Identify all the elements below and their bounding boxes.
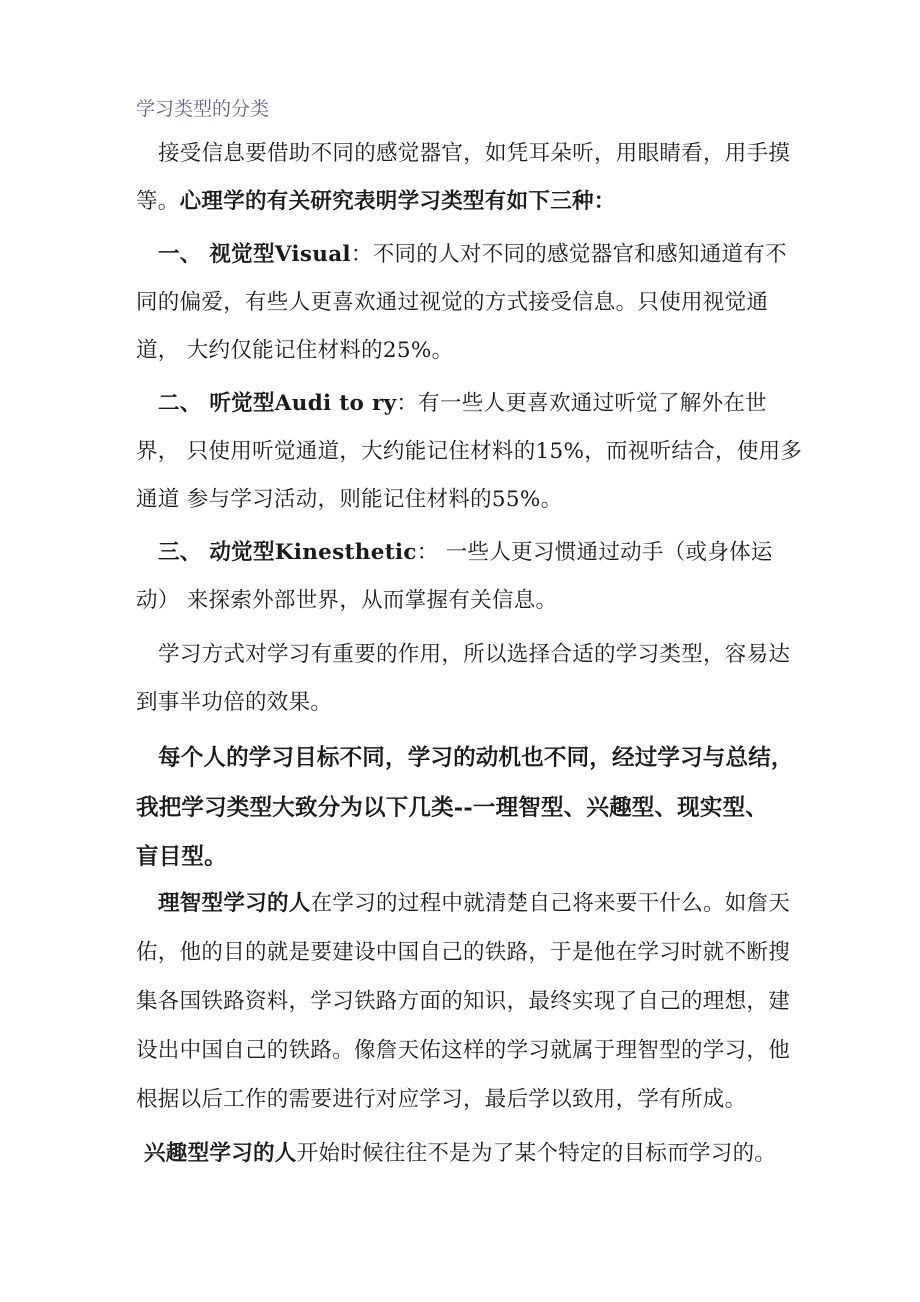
auditory-heading: 二、 听觉型Audi to ry bbox=[158, 391, 397, 416]
interest-line-1-text: 开始时候往往不是为了某个特定的目标而学习的。 bbox=[296, 1141, 777, 1166]
visual-line-1-text: ：不同的人对不同的感觉器官和感知通道有不 bbox=[350, 242, 787, 267]
kinesthetic-line-1 bbox=[158, 538, 773, 568]
method-line-1: 学习方式对学习有重要的作用，所以选择合适的学习类型，容易达 bbox=[158, 642, 791, 667]
kinesthetic-heading: 三、 动觉型Kinesthetic bbox=[158, 540, 417, 565]
method-line-2: 到事半功倍的效果。 bbox=[136, 690, 333, 715]
interest-line-1 bbox=[144, 1139, 776, 1169]
intro-line-2-bold: 心理学的有关研究表明学习类型有如下三种： bbox=[179, 189, 616, 214]
visual-heading: 一、 视觉型Visual bbox=[158, 242, 351, 267]
auditory-line-2: 界， 只使用听觉通道，大约能记住材料的15%，而视听结合，使用多 bbox=[136, 439, 803, 464]
intro-line-2-plain: 等。 bbox=[136, 189, 180, 214]
visual-line-3: 道， 大约仅能记住材料的25%。 bbox=[136, 338, 454, 363]
intro-line-1: 接受信息要借助不同的感觉器官，如凭耳朵听，用眼睛看，用手摸 bbox=[158, 141, 791, 166]
rational-heading: 理智型学习的人 bbox=[158, 891, 311, 916]
rational-line-1-text: 在学习的过程中就清楚自己将来要干什么。如詹天 bbox=[310, 891, 791, 916]
auditory-line-3: 通道 参与学习活动，则能记住材料的55%。 bbox=[136, 487, 563, 512]
visual-line-1 bbox=[158, 240, 787, 270]
types-line-2: 我把学习类型大致分为以下几类--一理智型、兴趣型、现实型、 bbox=[136, 795, 768, 821]
auditory-line-1 bbox=[158, 389, 767, 419]
rational-line-4: 设出中国自己的铁路。像詹天佑这样的学习就属于理智型的学习，他 bbox=[136, 1038, 791, 1063]
auditory-line-1-text: ：有一些人更喜欢通过听觉了解外在世 bbox=[396, 391, 767, 416]
rational-line-3: 集各国铁路资料，学习铁路方面的知识，最终实现了自己的理想，建 bbox=[136, 989, 791, 1014]
rational-line-2: 佑，他的目的就是要建设中国自己的铁路，于是他在学习时就不断搜 bbox=[136, 940, 791, 965]
visual-line-2: 同的偏爱，有些人更喜欢通过视觉的方式接受信息。只使用视觉通 bbox=[136, 290, 769, 315]
types-line-3: 盲目型。 bbox=[136, 844, 227, 870]
kinesthetic-line-1-text: ： 一些人更习惯通过动手（或身体运 bbox=[416, 540, 773, 565]
interest-heading: 兴趣型学习的人 bbox=[144, 1141, 297, 1166]
rational-line-5: 根据以后工作的需要进行对应学习，最后学以致用，学有所成。 bbox=[136, 1087, 747, 1112]
kinesthetic-line-2: 动） 来探索外部世界，从而掌握有关信息。 bbox=[136, 588, 558, 613]
rational-line-1 bbox=[158, 889, 790, 919]
types-line-1: 每个人的学习目标不同，学习的动机也不同，经过学习与总结， bbox=[158, 745, 794, 771]
document-title: 学习类型的分类 bbox=[136, 98, 270, 120]
intro-line-2 bbox=[136, 187, 616, 217]
